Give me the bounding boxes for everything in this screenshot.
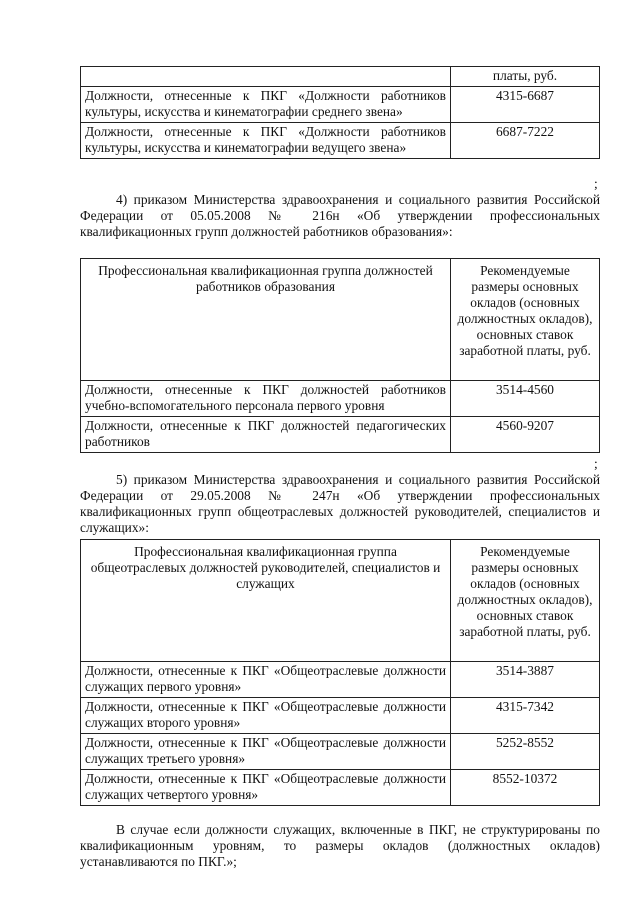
table-row bbox=[81, 123, 600, 159]
table-row bbox=[81, 381, 600, 417]
table-header-cell: Профессиональная квалификационная группа общеотраслевых должностей руководителей, специалистов и служащих bbox=[81, 540, 451, 662]
table-row bbox=[81, 67, 600, 87]
table-cell: Должности, отнесенные к ПКГ «Общеотраслевые должности служащих третьего уровня» bbox=[81, 734, 451, 770]
table-cell: Должности, отнесенные к ПКГ «Общеотраслевые должности служащих второго уровня» bbox=[81, 698, 451, 734]
table-cell: Должности, отнесенные к ПКГ «Общеотраслевые должности служащих первого уровня» bbox=[81, 662, 451, 698]
table-header-cell: Профессиональная квалификационная группа должностей работников образования bbox=[81, 259, 451, 381]
table-cell: 4315-6687 bbox=[451, 87, 600, 123]
table-header-cell: Рекомендуемые размеры основных окладов (основных должностных окладов), основных ставок заработной платы, руб. bbox=[451, 259, 600, 381]
table-header-row bbox=[81, 540, 600, 662]
table-cell: платы, руб. bbox=[451, 67, 600, 87]
table-row bbox=[81, 417, 600, 453]
table-cell: 5252-8552 bbox=[451, 734, 600, 770]
table-cell: Должности, отнесенные к ПКГ должностей педагогических работников bbox=[81, 417, 451, 453]
table-cell bbox=[81, 67, 451, 87]
table-row bbox=[81, 698, 600, 734]
table-general-positions bbox=[80, 539, 600, 806]
table-cell: Должности, отнесенные к ПКГ должностей работников учебно-вспомогательного персонала первого уровня bbox=[81, 381, 451, 417]
table-culture-positions bbox=[80, 66, 600, 159]
table-education-positions bbox=[80, 258, 600, 453]
table-cell: 4560-9207 bbox=[451, 417, 600, 453]
table-row bbox=[81, 87, 600, 123]
paragraph-5: 5) приказом Министерства здравоохранения и социального развития Российской Федерации от 29.05.2008 № 247н «Об утверждении профессиональных квалификационных групп общеотраслевых должностей руководителей, специалистов и служащих»: bbox=[80, 472, 600, 535]
table-header-cell: Рекомендуемые размеры основных окладов (основных должностных окладов), основных ставок заработной платы, руб. bbox=[451, 540, 600, 662]
table-cell: Должности, отнесенные к ПКГ «Должности работников культуры, искусства и кинематографии среднего звена» bbox=[81, 87, 451, 123]
closing-paragraph: В случае если должности служащих, включенные в ПКГ, не структурированы по квалификационным уровням, то размеры окладов (должностных окладов) устанавливаются по ПКГ.»; bbox=[80, 822, 600, 869]
table-cell: Должности, отнесенные к ПКГ «Общеотраслевые должности служащих четвертого уровня» bbox=[81, 770, 451, 806]
semicolon: ; bbox=[594, 456, 598, 471]
table-cell: 8552-10372 bbox=[451, 770, 600, 806]
table-cell: 4315-7342 bbox=[451, 698, 600, 734]
table-cell: 6687-7222 bbox=[451, 123, 600, 159]
table-cell: Должности, отнесенные к ПКГ «Должности работников культуры, искусства и кинематографии ведущего звена» bbox=[81, 123, 451, 159]
table-row bbox=[81, 662, 600, 698]
table-header-row bbox=[81, 259, 600, 381]
semicolon: ; bbox=[594, 176, 598, 191]
table-row bbox=[81, 770, 600, 806]
table-cell: 3514-4560 bbox=[451, 381, 600, 417]
table-cell: 3514-3887 bbox=[451, 662, 600, 698]
paragraph-4: 4) приказом Министерства здравоохранения и социального развития Российской Федерации от 05.05.2008 № 216н «Об утверждении профессиональных квалификационных групп должностей работников образования»: bbox=[80, 192, 600, 239]
table-row bbox=[81, 734, 600, 770]
